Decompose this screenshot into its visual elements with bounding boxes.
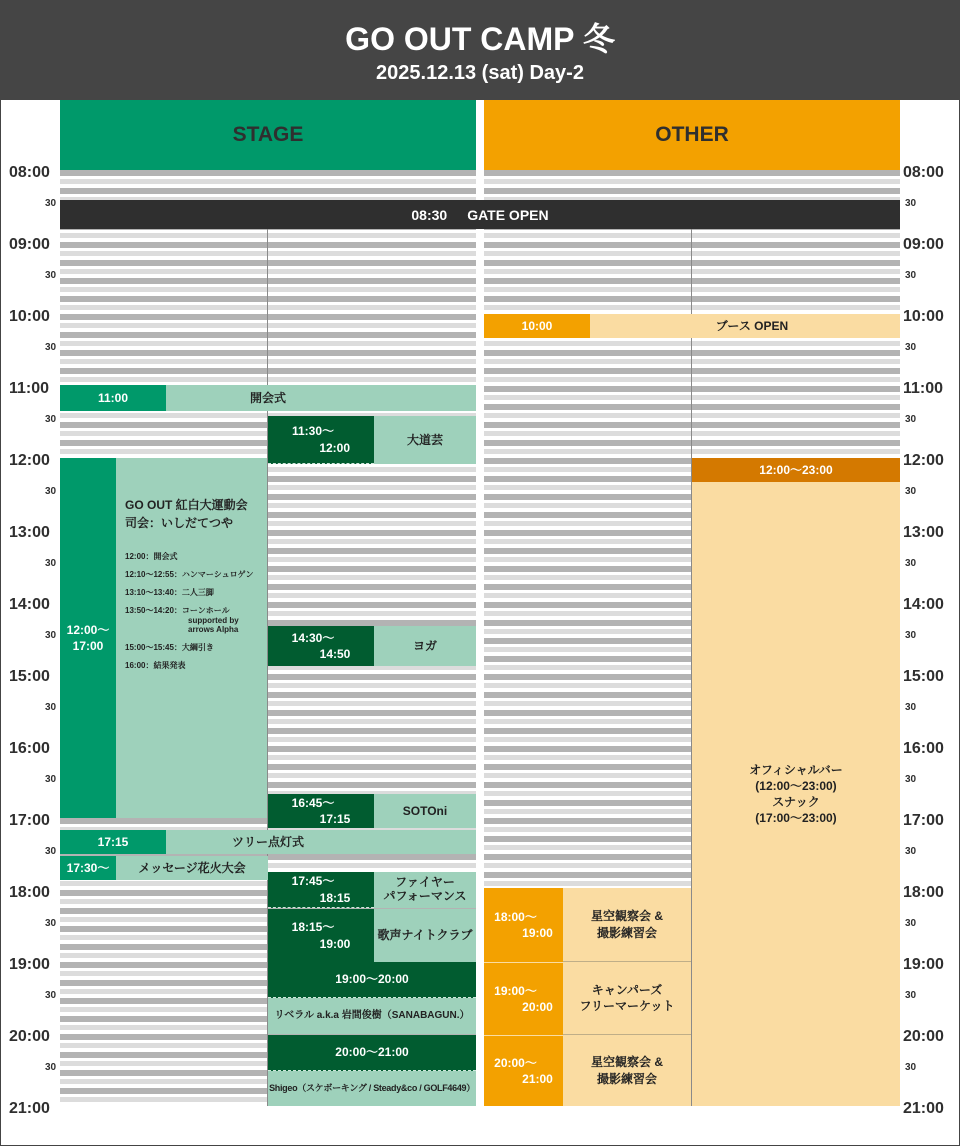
time-label-hour: 12:00 bbox=[903, 452, 944, 469]
time-end: 14:50 bbox=[319, 647, 351, 661]
time-label-hour: 11:00 bbox=[9, 380, 50, 397]
event-daidogei[interactable]: 大道芸 bbox=[374, 416, 476, 464]
time-label-hour: 09:00 bbox=[9, 236, 50, 253]
event-booth-time: 10:00 bbox=[484, 314, 590, 338]
time-label-hour: 21:00 bbox=[9, 1100, 50, 1117]
time-end: 12:00 bbox=[319, 440, 351, 455]
stage-column-header: STAGE bbox=[60, 100, 476, 170]
event-tree-time: 17:15 bbox=[60, 830, 166, 854]
time-start: 16:45〜 bbox=[291, 795, 335, 810]
event-live2-time: 20:00〜21:00 bbox=[268, 1035, 476, 1071]
time-start: 14:30〜 bbox=[291, 630, 335, 645]
undokai-program-item: 13:10〜13:40：二人三脚 bbox=[125, 588, 214, 597]
time-label-half: 30 bbox=[905, 270, 917, 281]
time-label-half: 30 bbox=[45, 558, 57, 569]
time-end: 21:00 bbox=[522, 1072, 553, 1086]
time-label-half: 30 bbox=[45, 774, 57, 785]
undokai-program-sponsor: supported by arrows Alpha bbox=[188, 616, 239, 635]
undokai-program-item: 15:00〜15:45：大綱引き bbox=[125, 643, 214, 652]
event-hanabi-time: 17:30〜 bbox=[60, 856, 116, 880]
time-label-hour: 17:00 bbox=[9, 812, 50, 829]
undokai-title: GO OUT 紅白大運動会 bbox=[125, 498, 248, 512]
time-label-hour: 16:00 bbox=[9, 740, 50, 757]
event-daidogei-time bbox=[268, 416, 374, 464]
time-label-hour: 15:00 bbox=[9, 668, 50, 685]
time-label-half: 30 bbox=[45, 702, 57, 713]
time-label-hour: 19:00 bbox=[9, 956, 50, 973]
time-label-hour: 13:00 bbox=[903, 524, 944, 541]
page-header bbox=[0, 0, 960, 100]
time-label-half: 30 bbox=[45, 1062, 57, 1073]
time-label-hour: 13:00 bbox=[9, 524, 50, 541]
time-label-hour: 09:00 bbox=[903, 236, 944, 253]
event-sotoni-time bbox=[268, 794, 374, 828]
time-label-half: 30 bbox=[905, 342, 917, 353]
page-subtitle: 2025.12.13 (sat) Day-2 bbox=[376, 62, 584, 84]
gate-open-bar bbox=[60, 200, 900, 229]
event-label: ブース OPEN bbox=[715, 318, 789, 333]
event-sotoni[interactable]: SOTOni bbox=[374, 794, 476, 828]
time-label-half: 30 bbox=[45, 198, 57, 209]
event-label: メッセージ花火大会 bbox=[138, 860, 246, 875]
time-start: 11:30〜 bbox=[291, 424, 335, 439]
time-label-hour: 20:00 bbox=[903, 1028, 944, 1045]
time-label-half: 30 bbox=[905, 198, 917, 209]
event-market-time bbox=[484, 962, 563, 1035]
time-label-hour: 14:00 bbox=[903, 596, 944, 613]
time-label-hour: 18:00 bbox=[9, 884, 50, 901]
time-label-hour: 08:00 bbox=[9, 164, 50, 181]
event-yoga[interactable]: ヨガ bbox=[374, 626, 476, 666]
event-nightclub[interactable]: 歌声ナイトクラブ bbox=[374, 909, 476, 962]
event-undokai-time bbox=[60, 458, 116, 818]
page-title: GO OUT CAMP 冬 bbox=[345, 21, 615, 57]
event-live2[interactable]: Shigeo（スケボーキング / Steady&co / GOLF4649） bbox=[268, 1071, 476, 1106]
time-start: 17:45〜 bbox=[291, 874, 335, 889]
time-start: 20:00〜 bbox=[494, 1055, 537, 1070]
event-fire-time bbox=[268, 872, 374, 908]
undokai-program-item: 12:00：開会式 bbox=[125, 552, 178, 561]
time-label-half: 30 bbox=[45, 846, 57, 857]
time-label-half: 30 bbox=[905, 630, 917, 641]
event-yoga-time bbox=[268, 626, 374, 666]
event-stargazing2-time bbox=[484, 1035, 563, 1106]
event-stargazing1-time bbox=[484, 888, 563, 962]
gate-time: 08:30 bbox=[411, 206, 448, 223]
time-label-half: 30 bbox=[905, 990, 917, 1001]
undokai-program-item: 13:50〜14:20：コーンホール bbox=[125, 606, 230, 615]
time-label-half: 30 bbox=[45, 342, 57, 353]
time-label-hour: 11:00 bbox=[903, 380, 944, 397]
time-label-half: 30 bbox=[905, 774, 917, 785]
event-official-bar[interactable]: オフィシャルバー (12:00〜23:00) スナック (17:00〜23:00) bbox=[692, 482, 900, 1106]
event-stargazing1[interactable]: 星空観察会 & 撮影練習会 bbox=[563, 888, 691, 962]
time-label-hour: 15:00 bbox=[903, 668, 944, 685]
event-bar-time: 12:00〜23:00 bbox=[692, 458, 900, 482]
time-label-hour: 08:00 bbox=[903, 164, 944, 181]
event-fire-performance[interactable]: ファイヤー パフォーマンス bbox=[374, 872, 476, 908]
gate-label: GATE OPEN bbox=[467, 206, 549, 223]
undokai-title-block bbox=[125, 496, 248, 532]
time-start: 18:00〜 bbox=[494, 909, 537, 924]
event-live1[interactable]: リベラル a.k.a 岩間俊樹（SANABAGUN.） bbox=[268, 998, 476, 1034]
time-label-hour: 17:00 bbox=[903, 812, 944, 829]
time-label-hour: 18:00 bbox=[903, 884, 944, 901]
time-end: 19:00 bbox=[522, 926, 553, 940]
time-label-half: 30 bbox=[45, 270, 57, 281]
time-label-half: 30 bbox=[905, 486, 917, 497]
other-column-header: OTHER bbox=[484, 100, 900, 170]
time-end: 20:00 bbox=[522, 1000, 553, 1014]
undokai-program-item: 12:10〜12:55：ハンマーシュロゲン bbox=[125, 570, 254, 579]
undokai-host: 司会：いしだてつや bbox=[125, 516, 234, 530]
undokai-program-item: 16:00：結果発表 bbox=[125, 661, 186, 670]
event-opening-time: 11:00 bbox=[60, 385, 166, 411]
time-label-half: 30 bbox=[905, 846, 917, 857]
time-end: 17:00 bbox=[72, 639, 104, 653]
event-nightclub-time bbox=[268, 909, 374, 962]
event-flea-market[interactable]: キャンパーズ フリーマーケット bbox=[563, 962, 691, 1035]
time-label-half: 30 bbox=[45, 414, 57, 425]
time-label-hour: 10:00 bbox=[9, 308, 50, 325]
time-label-hour: 20:00 bbox=[9, 1028, 50, 1045]
time-label-half: 30 bbox=[905, 558, 917, 569]
time-label-hour: 12:00 bbox=[9, 452, 50, 469]
event-label: 開会式 bbox=[249, 390, 286, 405]
time-label-half: 30 bbox=[905, 414, 917, 425]
time-label-hour: 19:00 bbox=[903, 956, 944, 973]
event-live1-time: 19:00〜20:00 bbox=[268, 962, 476, 998]
time-start: 18:15〜 bbox=[291, 920, 335, 935]
time-start: 19:00〜 bbox=[494, 983, 537, 998]
time-label-hour: 16:00 bbox=[903, 740, 944, 757]
time-label-half: 30 bbox=[905, 702, 917, 713]
time-label-half: 30 bbox=[45, 486, 57, 497]
time-label-half: 30 bbox=[45, 630, 57, 641]
time-label-hour: 10:00 bbox=[903, 308, 944, 325]
time-end: 19:00 bbox=[319, 936, 351, 951]
time-end: 18:15 bbox=[319, 890, 351, 905]
time-start: 12:00〜 bbox=[66, 622, 110, 637]
event-stargazing2[interactable]: 星空観察会 & 撮影練習会 bbox=[563, 1035, 691, 1106]
time-end: 17:15 bbox=[319, 812, 351, 826]
event-label: ツリー点灯式 bbox=[231, 834, 304, 849]
time-label-hour: 14:00 bbox=[9, 596, 50, 613]
time-label-half: 30 bbox=[905, 918, 917, 929]
time-label-half: 30 bbox=[45, 918, 57, 929]
time-label-half: 30 bbox=[905, 1062, 917, 1073]
time-label-hour: 21:00 bbox=[903, 1100, 944, 1117]
time-label-half: 30 bbox=[45, 990, 57, 1001]
